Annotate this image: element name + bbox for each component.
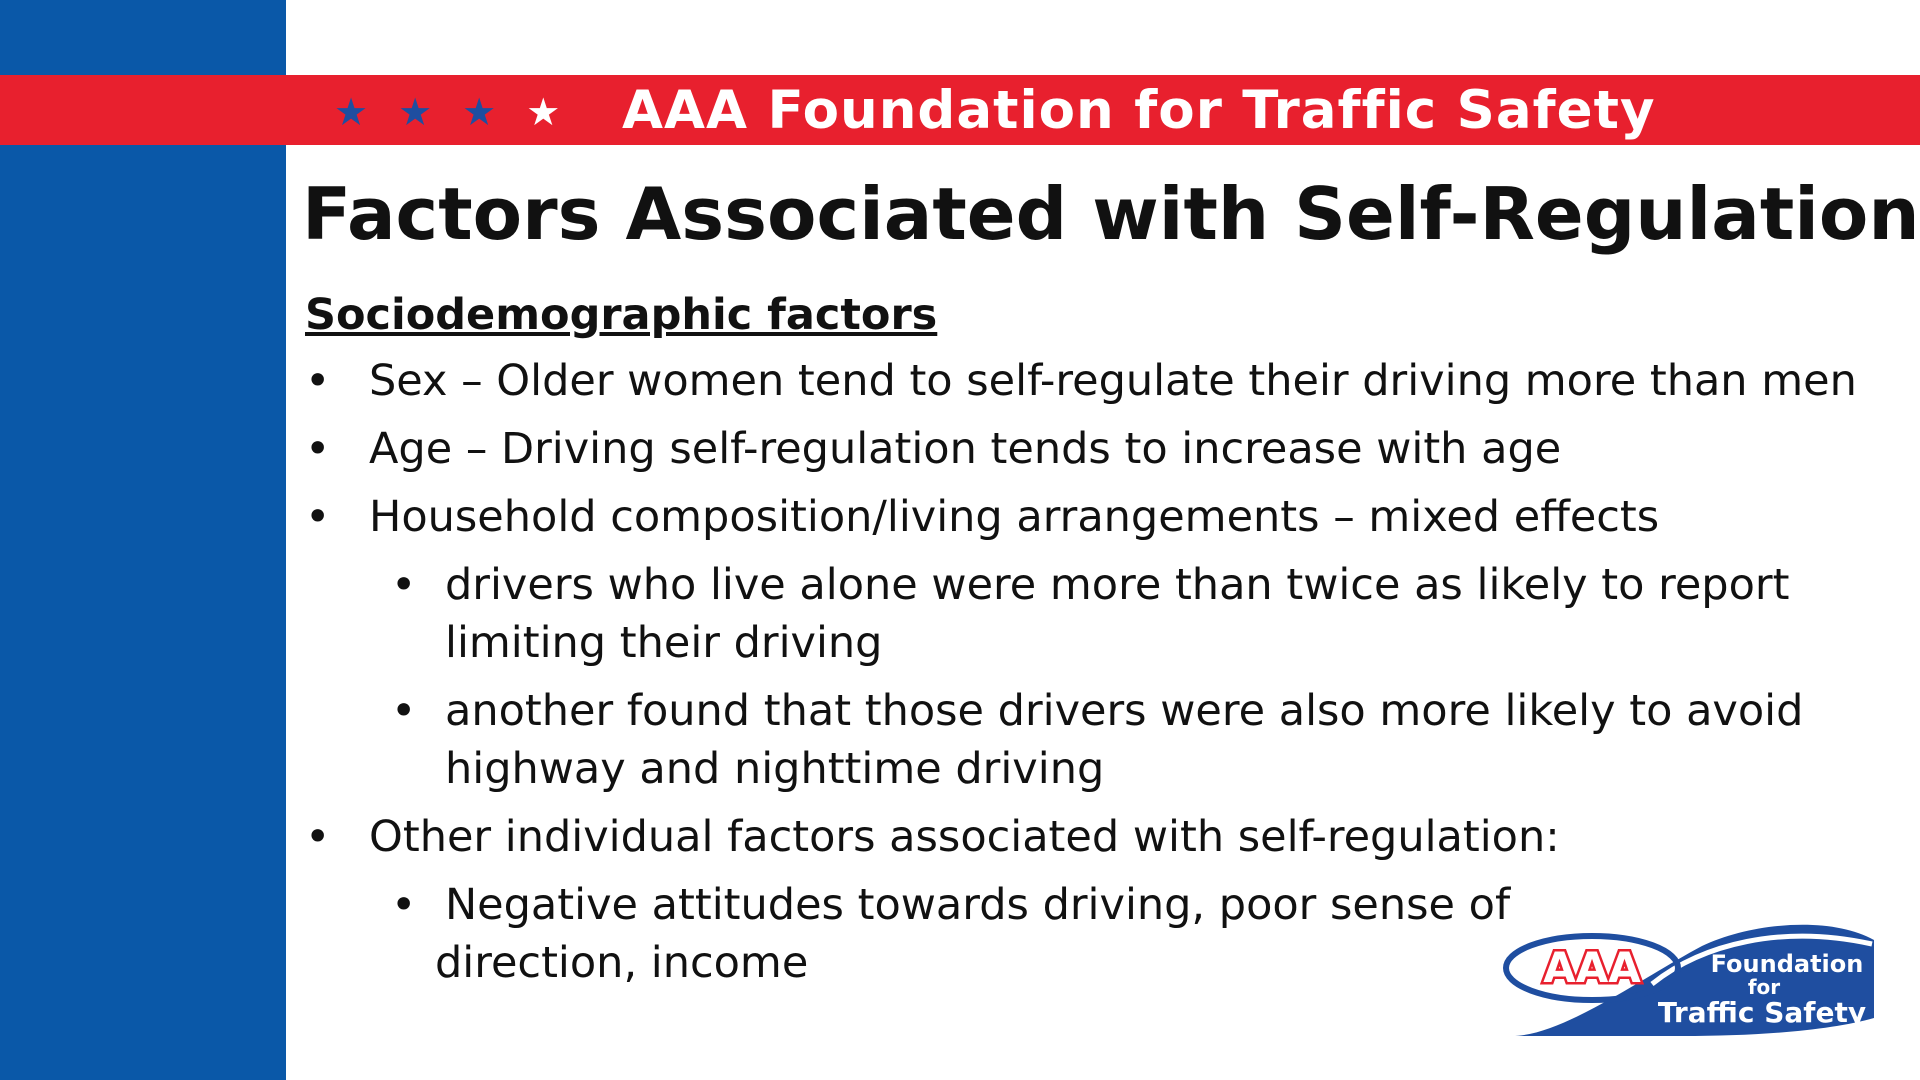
bullet-icon: •	[305, 812, 331, 862]
star-icon: ★	[334, 90, 369, 134]
aaa-foundation-logo	[1502, 918, 1878, 1038]
slide-content	[305, 284, 1905, 992]
banner-title: AAA Foundation for Traffic Safety	[622, 79, 1656, 141]
bullet-text: another found that those drivers were also more likely to avoid highway and nighttime driving	[445, 686, 1804, 794]
star-icon: ★	[462, 90, 497, 134]
sub-bullet-item	[305, 682, 1905, 798]
bullet-text: Sex – Older women tend to self-regulate their driving more than men	[369, 356, 1857, 406]
sub-bullet-item	[305, 556, 1905, 672]
bullet-item	[305, 488, 1905, 546]
bullet-icon: •	[305, 492, 331, 542]
side-band	[0, 0, 286, 1080]
bullet-continuation: direction, income	[435, 938, 809, 988]
bullet-icon: •	[391, 880, 417, 930]
bullet-item	[305, 808, 1905, 866]
logo-emblem: AAA	[1543, 943, 1641, 992]
slide-title: Factors Associated with Self-Regulation	[302, 172, 1920, 256]
banner-stars	[334, 84, 560, 140]
bullet-text: Age – Driving self-regulation tends to increase with age	[369, 424, 1562, 474]
bullet-icon: •	[305, 356, 331, 406]
bullet-text: drivers who live alone were more than twice as likely to report limiting their driving	[445, 560, 1790, 668]
bullet-icon: •	[305, 424, 331, 474]
bullet-icon: •	[391, 560, 417, 610]
logo-line2: for	[1747, 975, 1781, 999]
bullet-text: Negative attitudes towards driving, poor sense of	[445, 880, 1511, 930]
bullet-text: Other individual factors associated with self-regulation:	[369, 812, 1560, 862]
subheading: Sociodemographic factors	[305, 290, 938, 340]
bullet-item	[305, 352, 1905, 410]
logo-line3: Traffic Safety	[1657, 996, 1867, 1029]
bullet-item	[305, 420, 1905, 478]
star-icon: ★	[526, 90, 561, 134]
bullet-icon: •	[391, 686, 417, 736]
star-icon: ★	[398, 90, 433, 134]
bullet-text: Household composition/living arrangements – mixed effects	[369, 492, 1660, 542]
logo-line1: Foundation	[1710, 950, 1864, 978]
